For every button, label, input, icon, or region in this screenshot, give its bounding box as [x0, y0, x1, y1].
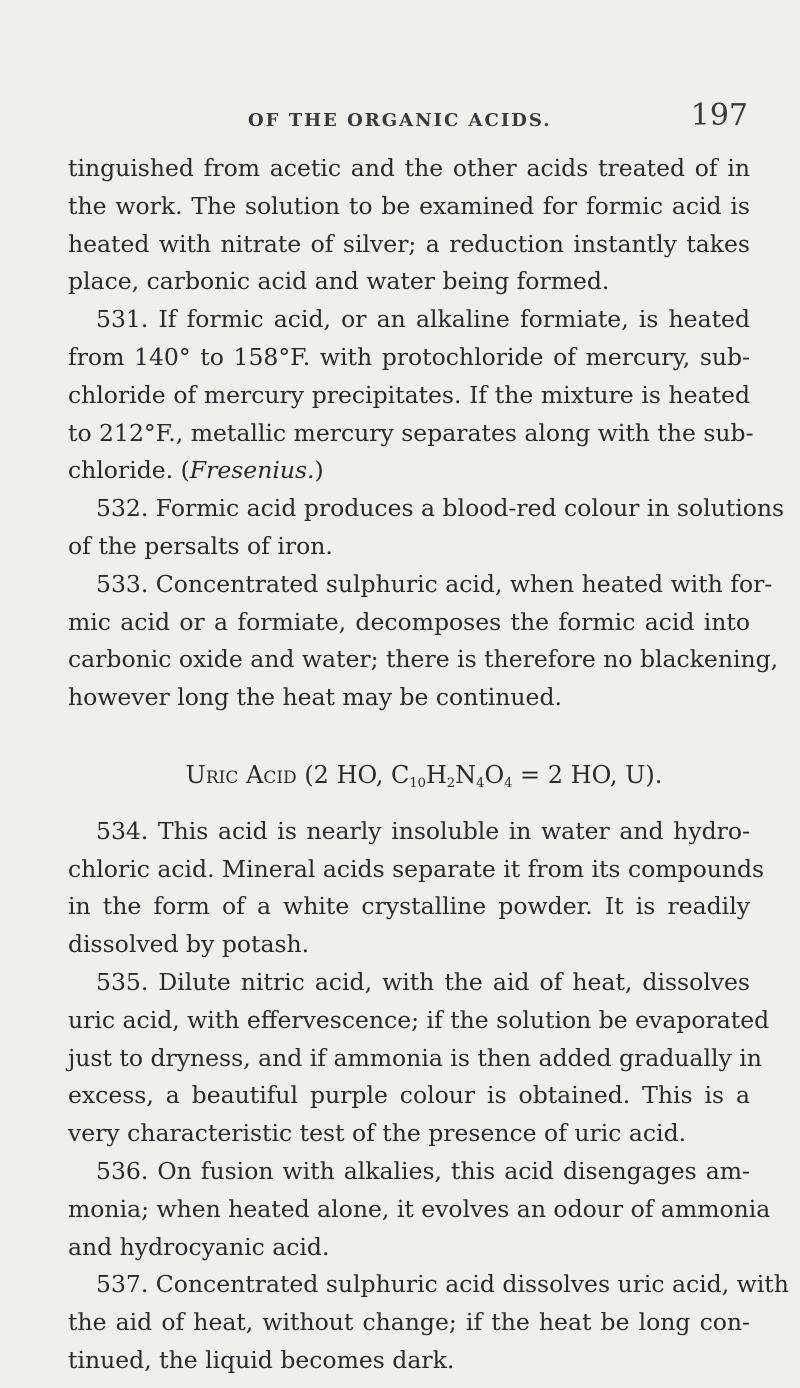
- text-line: heated with nitrate of silver; a reduction instantly takes: [68, 229, 750, 258]
- running-title: OF THE ORGANIC ACIDS.: [248, 110, 552, 131]
- paragraph-534-line: 534. This acid is nearly insoluble in water and hydro-: [96, 816, 750, 845]
- paragraph-536-line: 536. On fusion with alkalies, this acid disengages am-: [96, 1156, 750, 1185]
- formula-part: O: [484, 760, 505, 789]
- text-fragment: ): [314, 456, 324, 485]
- text-line: just to dryness, and if ammonia is then added gradually in: [68, 1043, 762, 1072]
- formula-part: N: [455, 760, 477, 789]
- section-gap: [68, 717, 750, 757]
- text-fragment: chloride. (: [68, 456, 190, 485]
- author-citation: Fresenius.: [189, 456, 315, 485]
- text-line: very characteristic test of the presence of uric acid.: [68, 1119, 687, 1148]
- text-line: tinued, the liquid becomes dark.: [68, 1345, 455, 1374]
- text-line: mic acid or a formiate, decomposes the formic acid into: [68, 607, 750, 636]
- paragraph-537-line: 537. Concentrated sulphuric acid dissolves uric acid, with: [96, 1270, 789, 1299]
- body-text: [68, 150, 789, 1380]
- formula-part: (2 HO, C: [296, 760, 410, 789]
- section-gap: [68, 795, 750, 813]
- text-line: of the persalts of iron.: [68, 531, 333, 560]
- paragraph-535-line: 535. Dilute nitric acid, with the aid of heat, dissolves: [96, 967, 750, 996]
- text-line: tinguished from acetic and the other acids treated of in: [68, 154, 750, 182]
- paragraph-531-line: 531. If formic acid, or an alkaline formiate, is heated: [96, 305, 750, 334]
- text-line: the work. The solution to be examined for formic acid is: [68, 191, 750, 220]
- text-line: carbonic oxide and water; there is therefore no blackening,: [68, 645, 779, 674]
- text-line: excess, a beautiful purple colour is obtained. This is a: [68, 1081, 750, 1110]
- text-line: however long the heat may be continued.: [68, 683, 562, 712]
- text-line: place, carbonic acid and water being formed.: [68, 267, 610, 296]
- text-line: monia; when heated alone, it evolves an odour of ammonia: [68, 1194, 771, 1223]
- text-line: the aid of heat, without change; if the heat be long con-: [68, 1308, 750, 1337]
- paragraph-533-line: 533. Concentrated sulphuric acid, when heated with for-: [96, 569, 773, 598]
- text-line: uric acid, with effervescence; if the solution be evaporated: [68, 1005, 770, 1034]
- text-line: dissolved by potash.: [68, 930, 310, 959]
- formula-subscript: 10: [409, 775, 426, 791]
- text-line-fresenius: [68, 452, 750, 490]
- heading-name: Uric Acid: [185, 760, 297, 789]
- text-line: in the form of a white crystalline powder. It is readily: [68, 892, 750, 921]
- text-line: chloric acid. Mineral acids separate it from its compounds: [68, 854, 765, 883]
- paragraph-532-line: 532. Formic acid produces a blood-red colour in solutions: [96, 494, 785, 523]
- formula-subscript: 4: [476, 775, 485, 791]
- formula-subscript: 2: [446, 775, 456, 791]
- text-line: to 212°F., metallic mercury separates along with the sub-: [68, 418, 754, 447]
- page-number: 197: [690, 98, 748, 133]
- formula-part: = 2 HO, U).: [512, 760, 663, 789]
- text-line: from 140° to 158°F. with protochloride of mercury, sub-: [68, 342, 750, 371]
- formula-part: H: [425, 760, 447, 789]
- running-head: [248, 98, 748, 138]
- text-line: chloride of mercury precipitates. If the mixture is heated: [68, 380, 750, 409]
- formula-subscript: 4: [504, 775, 513, 791]
- section-heading-uric-acid: [68, 757, 750, 795]
- text-line: and hydrocyanic acid.: [68, 1232, 330, 1261]
